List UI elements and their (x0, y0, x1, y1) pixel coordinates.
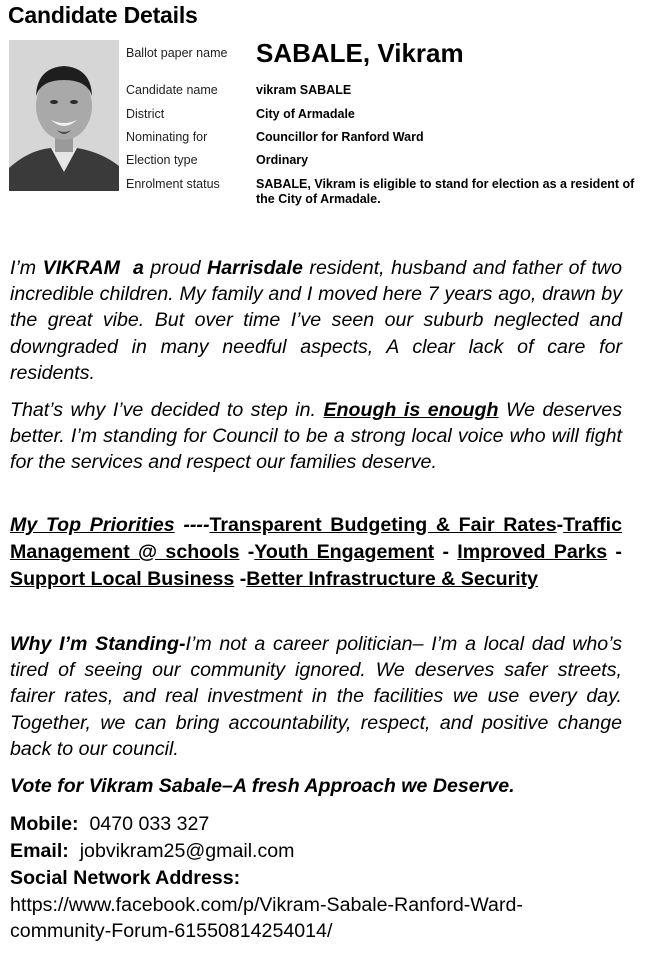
candidate-label: Candidate name (126, 83, 218, 97)
nominating-label: Nominating for (126, 130, 208, 144)
why-standing-paragraph (10, 631, 622, 762)
priority-item-5: Support Local Business (10, 568, 235, 590)
priority-item-3: Youth Engagement (254, 541, 435, 563)
priorities-paragraph: My Top Priorities ----Transparent Budgeting & Fair Rates-Traffic Management @ schools -Youth Engagement - Improved Parks -Support Local Business -Better Infrastructure & Security (10, 514, 622, 590)
p1-text-c: proud (143, 257, 208, 279)
email-value: jobvikram25@gmail.com (79, 840, 295, 862)
priority-item-4: Improved Parks (457, 541, 608, 563)
mobile-value: 0470 033 327 (89, 813, 210, 835)
candidate-value: vikram SABALE (256, 83, 352, 97)
p2-text-a: That’s why I’ve decided to step in. (10, 399, 324, 421)
enrolment-value: SABALE, Vikram is eligible to stand for election as a resident of the City of Armadale. (256, 177, 635, 206)
social-link-line-1[interactable]: https://www.facebook.com/p/Vikram-Sabale-Ranford-Ward- (10, 894, 523, 916)
why-standing-body: I’m not a career politician– I’m a local dad who’s tired of seeing our community ignored. We deserves safer streets, fairer rates, and real investment in the facilities we use every day. Together, we can bring accountability, respect, and positive change back to our council. (10, 633, 622, 760)
priority-item-6: Better Infrastructure & Security (246, 568, 539, 590)
candidate-photo-image (9, 40, 119, 191)
ballot-label: Ballot paper name (126, 46, 228, 60)
p1-text-a: I’m (10, 257, 43, 279)
ballot-value: SABALE, Vikram (256, 38, 464, 68)
district-value: City of Armadale (256, 107, 355, 121)
vote-slogan: Vote for Vikram Sabale–A fresh Approach we Deserve. (10, 775, 515, 797)
statement-paragraph-1 (10, 255, 622, 386)
mobile-line (10, 811, 209, 837)
district-label: District (126, 107, 165, 121)
p1-name: VIKRAM (42, 257, 120, 279)
mobile-label: Mobile: (10, 813, 79, 835)
nominating-value: Councillor for Ranford Ward (256, 130, 424, 144)
enrolment-label: Enrolment status (126, 177, 220, 191)
why-standing-heading: Why I’m Standing- (10, 633, 186, 655)
statement-paragraph-2 (10, 397, 622, 476)
email-label: Email: (10, 840, 69, 862)
p1-place: Harrisdale (207, 257, 303, 279)
p1-text-b: a (132, 257, 144, 279)
p1-text-d: resident, husband and father of two incredible children. My family and I moved here 7 years ago, drawn by the great vibe. But over time I’ve seen our suburb neglected and downgraded in many needful aspects, A clear lack of care for residents. (10, 257, 622, 384)
email-line (10, 838, 295, 864)
election-type-value: Ordinary (256, 153, 309, 167)
priorities-dash: ---- (174, 514, 210, 536)
priority-item-1: Transparent Budgeting & Fair Rates (209, 514, 557, 536)
social-label: Social Network Address: (10, 867, 241, 889)
priorities-heading: My Top Priorities (10, 514, 175, 536)
page-title: Candidate Details (8, 2, 198, 28)
priority-item-2: Traffic Management @ schools (10, 514, 622, 563)
p2-text-b: We deserves better. I’m standing for Council to be a strong local voice who will fight for the services and respect our families deserve. (10, 399, 622, 474)
p2-enough: Enough is enough (323, 399, 499, 421)
election-type-label: Election type (126, 153, 198, 167)
candidate-photo (9, 40, 119, 191)
social-link-line-2[interactable]: community-Forum-61550814254014/ (10, 920, 333, 942)
social-label-line (10, 865, 240, 891)
